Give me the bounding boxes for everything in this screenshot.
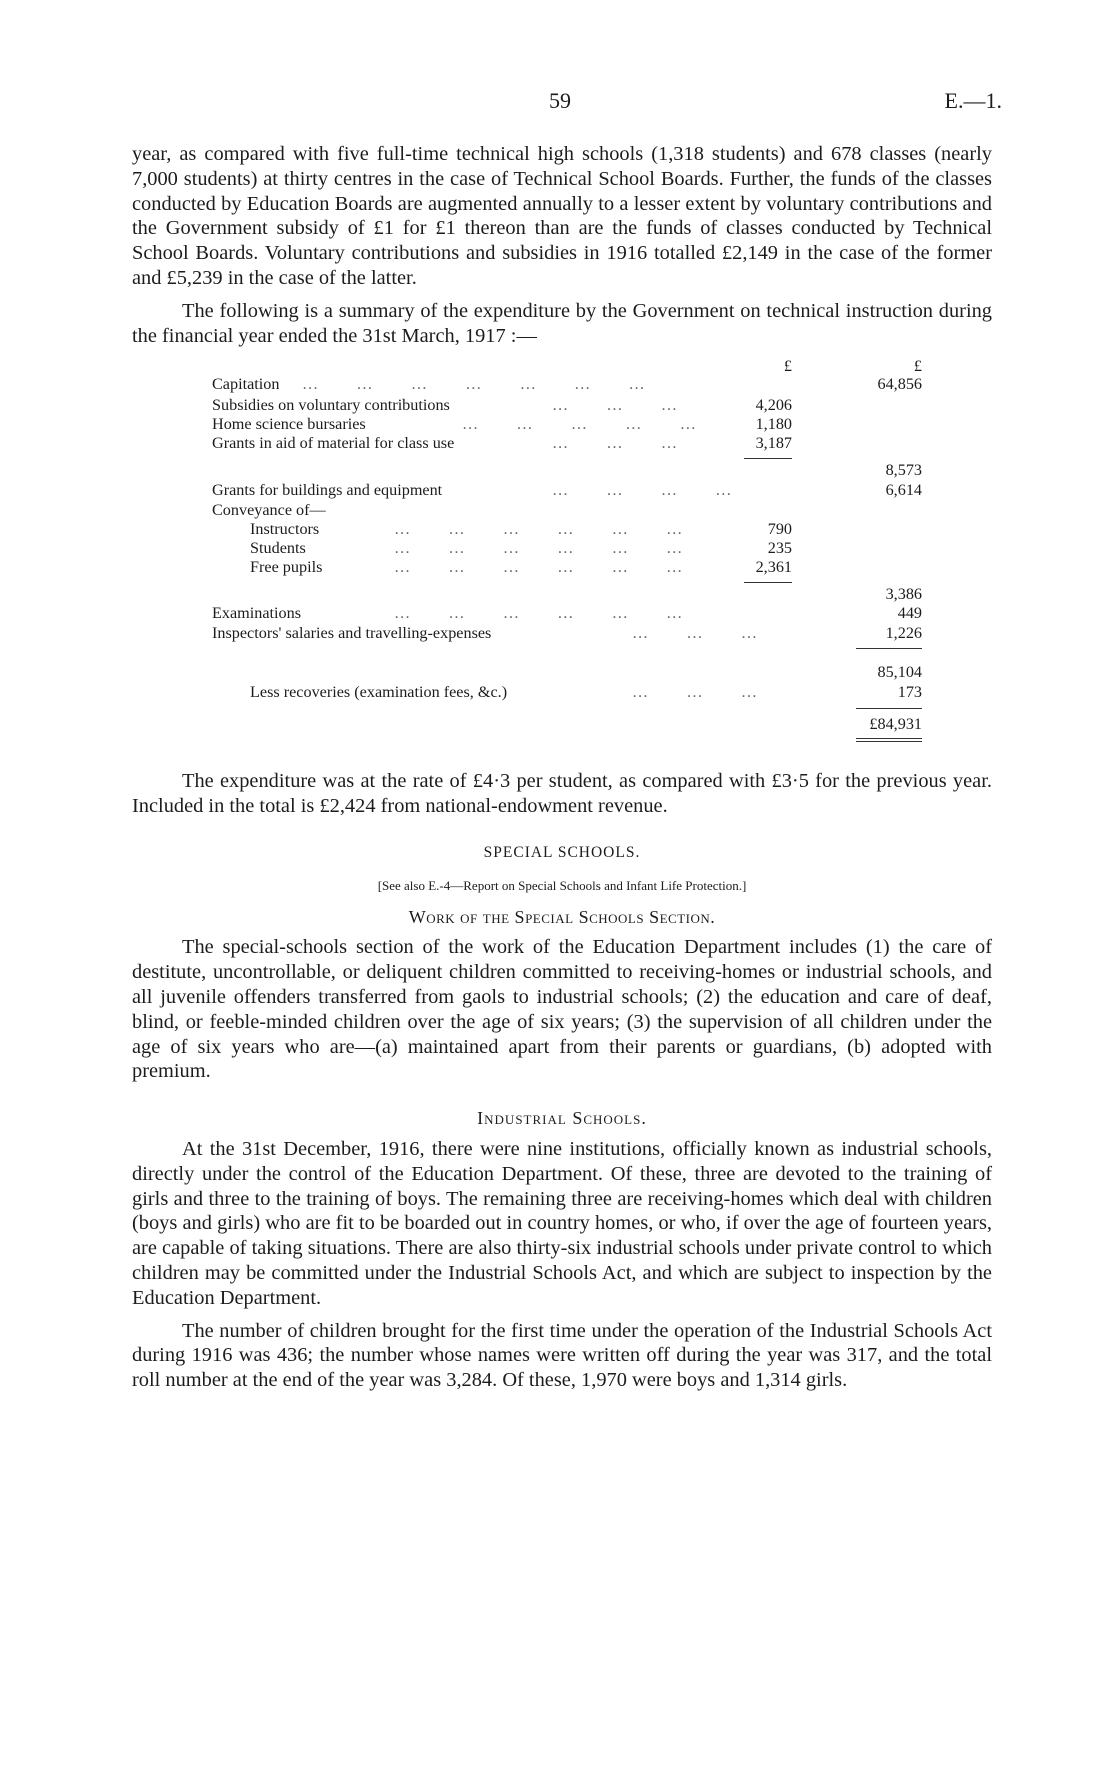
row-label: Grants for buildings and equipment [212,481,443,500]
subtotal-rule [744,582,792,583]
row-value: 2,361 [755,558,792,577]
row-value: 235 [767,539,792,558]
row-value: 4,206 [755,396,792,415]
table-row: Students … … … … … … 235 [250,539,792,558]
row-label: Examinations [212,604,302,623]
row-value: 3,187 [755,434,792,453]
row-value: 173 [897,683,922,702]
row-label: Home science bursaries [212,415,366,434]
row-value: 64,856 [877,375,922,394]
table-row: Grants in aid of material for class use … … … 3,187 [212,434,792,453]
page-header [0,88,1114,118]
row-label: Capitation [212,375,280,394]
section-title-special-schools: SPECIAL SCHOOLS. [483,843,641,861]
column-head-2: £ [913,357,922,376]
document-reference: E.—1. [944,88,1002,113]
paragraph-continuation: year, as compared with five full-time technical high schools (1,318 students) and 678 classes (nearly 7,000 students) at thirty centres in the case of Technical School Boards. Further, the funds of the classes conducted by Education Boards are augmented annually to a lesser extent by voluntary contributions and the Government subsidy of £1 for £1 thereon than are the funds of classes conducted by Technical School Boards. Voluntary contributions and subsidies in 1916 totalled £2,149 in the case of the former and £5,239 in the case of the latter. [132,143,992,289]
table-row: Free pupils … … … … … … 2,361 [250,558,792,577]
row-label: Instructors [250,520,320,539]
subtotal-rule [744,458,792,459]
paragraph-summary-intro: The following is a summary of the expenditure by the Government on technical instruction during the financial year ended the 31st March, 1917 :— [132,299,992,347]
table-row [132,584,992,605]
table-row: Inspectors' salaries and travelling-expenses … … … 1,226 [212,624,922,643]
row-value: 6,614 [885,481,922,500]
paragraph-industrial-schools: At the 31st December, 1916, there were nine institutions, officially known as industrial schools, directly under the control of the Education Department. Of these, three are devoted to the training of girls and three to the training of boys. The remaining three are receiving-homes which deal with children (boys and girls) who are fit to be boarded out in country homes, or who, if over the age of fourteen years, are capable of taking situations. There are also thirty-six industrial schools under private control to which children may be committed under the Industrial Schools Act, and which are subject to inspection by the Education Department. [132,1137,992,1309]
table-row: Less recoveries (examination fees, &c.) … … … 173 [250,683,922,702]
table-row: Home science bursaries … … … … … 1,180 [212,415,792,434]
table-row: Subsidies on voluntary contributions … … … 4,206 [212,396,792,415]
subsection-title-industrial: Industrial Schools. [477,1108,647,1129]
row-label: Inspectors' salaries and travelling-expenses [212,624,492,643]
total-rule [856,648,922,649]
table-row [132,714,992,735]
row-value: 1,226 [885,624,922,643]
table-row: Examinations … … … … … … 449 [212,604,922,623]
row-label: Subsidies on voluntary contributions [212,396,450,415]
net-total-value: £84,931 [869,715,922,734]
row-value: 1,180 [755,415,792,434]
double-rule [856,741,922,742]
expenditure-table [132,356,992,761]
table-row [132,460,992,481]
table-row [132,662,992,683]
total-value: 85,104 [877,663,922,682]
paragraph-children-numbers: The number of children brought for the first time under the operation of the Industrial Schools Act during 1916 was 436; the number whose names were written off during the year was 317, and the total roll number at the end of the year was 3,284. Of these, 1,970 were boys and 1,314 girls. [132,1319,992,1392]
row-label: Students [250,539,306,558]
row-label: Grants in aid of material for class use [212,434,455,453]
row-value: 790 [767,520,792,539]
page-number: 59 [549,88,571,113]
table-row: Capitation … … … … … … … 64,856 [212,375,922,394]
table-row: Grants for buildings and equipment … … … … 6,614 [212,481,922,500]
row-label: Free pupils [250,558,323,577]
row-label: Conveyance of— [212,501,326,520]
table-row: Instructors … … … … … … 790 [250,520,792,539]
paragraph-special-schools: The special-schools section of the work of the Education Department includes (1) the care of destitute, uncontrollable, or deliquent children committed to receiving-homes or industrial schools, and all juvenile offenders transferred from gaols to industrial schools; (2) the education and care of deaf, blind, or feeble-minded children over the age of six years; (3) the supervision of all children under the age of six years who are—(a) maintained apart from their parents or guardians, (b) adopted with premium. [132,936,992,1083]
double-rule [856,738,922,739]
row-value: 449 [897,604,922,623]
row-label: Less recoveries (examination fees, &c.) [250,683,508,702]
column-head-1: £ [783,357,792,376]
total-rule [856,708,922,709]
subtotal-value: 8,573 [885,461,922,480]
page-body [132,142,992,1401]
paragraph-rate: The expenditure was at the rate of £4·3 per student, as compared with £3·5 for the previous year. Included in the total is £2,424 from national-endowment revenue. [132,770,992,818]
table-row [132,500,992,521]
subsection-title-work: Work of the Special Schools Section. [408,906,716,927]
section-cross-reference: [See also E.-4—Report on Special Schools and Infant Life Protection.] [377,877,747,893]
subtotal-value: 3,386 [885,585,922,604]
